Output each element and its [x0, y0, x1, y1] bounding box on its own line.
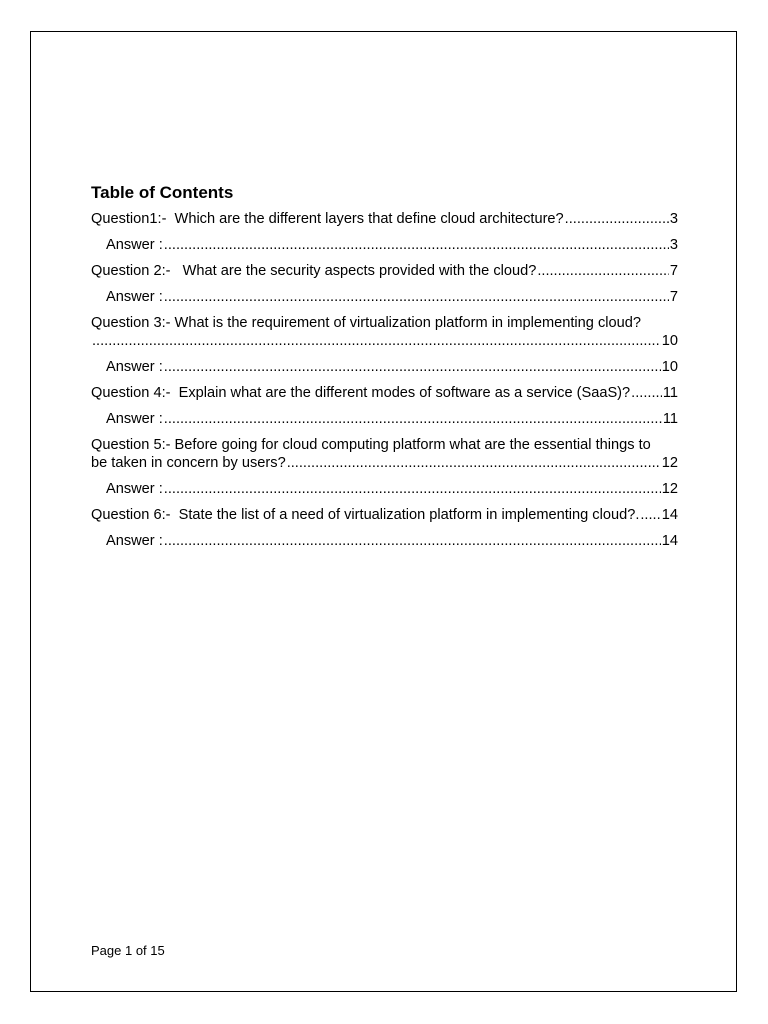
- toc-page-number: 12: [661, 481, 678, 497]
- toc-entry-text: Answer :: [106, 359, 163, 375]
- toc-entry-text: Question1:- Which are the different layers that define cloud architecture?: [91, 211, 564, 227]
- toc-page-number: 3: [669, 237, 678, 253]
- toc-page-number: 7: [669, 289, 678, 305]
- toc-entry-answer-3[interactable]: [91, 358, 678, 376]
- toc-entry-question-3[interactable]: [91, 314, 678, 350]
- toc-entry-answer-1[interactable]: [91, 236, 678, 254]
- toc-page-number: 14: [661, 533, 678, 549]
- toc-entry-text: Question 2:- What are the security aspects provided with the cloud?: [91, 263, 537, 279]
- leader-dots: [631, 384, 662, 402]
- leader-dots: [640, 506, 660, 524]
- toc-entry-text: Answer :: [106, 289, 163, 305]
- leader-dots: [164, 480, 661, 498]
- toc-entry-question-1[interactable]: [91, 210, 678, 228]
- toc-entry-question-5[interactable]: [91, 436, 678, 472]
- toc-entry-text: Answer :: [106, 481, 163, 497]
- leader-dots: [164, 236, 669, 254]
- leader-dots: [164, 532, 661, 550]
- toc-entry-text: Question 5:- Before going for cloud computing platform what are the essential things to: [91, 437, 651, 453]
- leader-dots: [92, 332, 661, 350]
- toc-page-number: 12: [661, 455, 678, 471]
- toc-page-number: 11: [662, 385, 678, 401]
- toc-heading: Table of Contents: [91, 183, 234, 202]
- toc-entry-text: Answer :: [106, 533, 163, 549]
- leader-dots: [164, 288, 669, 306]
- toc-entry-answer-5[interactable]: [91, 480, 678, 498]
- toc-entry-question-4[interactable]: [91, 384, 678, 402]
- toc-page-number: 11: [662, 411, 678, 427]
- leader-dots: [537, 262, 669, 280]
- toc-page-number: 10: [661, 359, 678, 375]
- toc-page-number: 7: [669, 263, 678, 279]
- toc-entry-answer-2[interactable]: [91, 288, 678, 306]
- toc-entry-text: Question 4:- Explain what are the different modes of software as a service (SaaS)?: [91, 385, 631, 401]
- toc-entry-text-continued: be taken in concern by users?: [91, 455, 286, 471]
- toc-entry-answer-4[interactable]: [91, 410, 678, 428]
- toc-entry-question-2[interactable]: [91, 262, 678, 280]
- toc-entry-question-6[interactable]: [91, 506, 678, 524]
- leader-dots: [565, 210, 669, 228]
- toc-page-number: 14: [661, 507, 678, 523]
- toc-entry-text: Question 3:- What is the requirement of virtualization platform in implementing cloud?: [91, 315, 641, 331]
- document-page: [30, 31, 737, 992]
- toc-entry-text: Answer :: [106, 411, 163, 427]
- table-of-contents: [91, 182, 678, 558]
- toc-page-number: 3: [669, 211, 678, 227]
- page-footer: Page 1 of 15: [91, 943, 165, 958]
- toc-entry-text: Answer :: [106, 237, 163, 253]
- toc-entry-answer-6[interactable]: [91, 532, 678, 550]
- leader-dots: [287, 454, 661, 472]
- toc-page-number: 10: [661, 333, 678, 349]
- leader-dots: [164, 358, 661, 376]
- leader-dots: [164, 410, 662, 428]
- toc-entry-text: Question 6:- State the list of a need of virtualization platform in implementing cloud?.: [91, 507, 640, 523]
